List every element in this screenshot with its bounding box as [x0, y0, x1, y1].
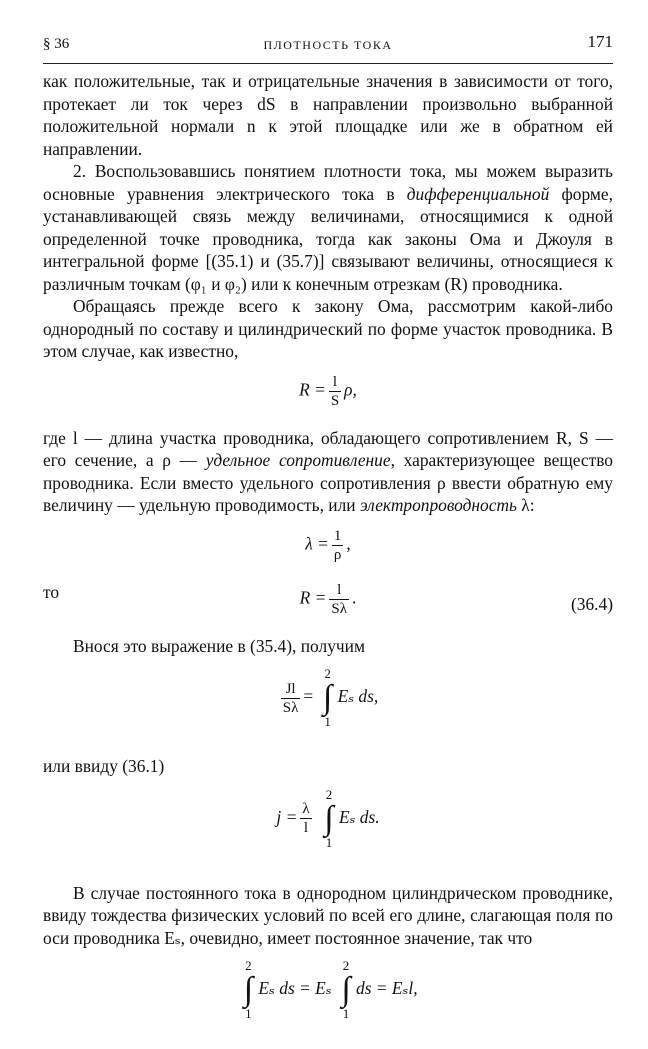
paragraph-3: Обращаясь прежде всего к закону Ома, рассмотрим какой-либо однородный по составу и цилиндрический по форме участок проводника. В этом случае, как известно, — [43, 296, 613, 361]
header-rule — [43, 63, 613, 64]
paragraph-2: 2. Воспользовавшись понятием плотности тока, мы можем выразить основные уравнения электрического тока в дифференциальной форме, устанавливающей связь между величинами, относящимися к одной определенной точке проводника, тогда как законы Ома и Джоуля в интегральной форме [(35.1) и (35.7)] связывают величины, относящиеся к различным точкам (φ₁ и φ₂) или к конечным отрезкам (R) проводника. — [43, 161, 613, 294]
equation-integral-1: $\frac{Jl}{S\lambda}$ = 2 ∫ 1 Eₛ ds, — [282, 666, 379, 729]
section-number: § 36 — [43, 36, 70, 52]
equation-integral-2: j = $\frac{\lambda}{l}$ 2 ∫ 1 Eₛ ds. — [276, 786, 380, 850]
paragraph-4: где l — длина участка проводника, обладающего сопротивлением R, S — его сечение, а ρ — удельное сопротивление, характеризующее вещество проводника. Если вместо удельного сопротивления ρ ввести обратную ему величину — удельную проводимость, или электропроводность λ: — [43, 427, 613, 515]
running-title: ПЛОТНОСТЬ ТОКА — [263, 38, 393, 52]
equation-number: (36.4) — [570, 593, 613, 614]
paragraph-5: Внося это выражение в (35.4), получим — [73, 635, 365, 656]
equation-resistance: R = $\frac{l}{S}$ ρ, — [299, 373, 357, 409]
integral-sign: 2 ∫ 1 — [324, 786, 334, 850]
paragraph-1: как положительные, так и отрицательные значения в зависимости от того, протекает ли ток через dS в направлении произвольно выбранной положительной нормали n к этой площадке или же в обратном ей направлении. — [43, 71, 613, 159]
paragraph-7: В случае постоянного тока в однородном цилиндрическом проводнике, ввиду тождества физических условий по всей его длине, слагающая поля по оси проводника Eₛ, очевидно, имеет постоянное значение, так что — [43, 882, 613, 948]
page-number: 171 — [587, 32, 613, 51]
paragraph-6: или ввиду (36.1) — [43, 756, 165, 776]
page-body — [43, 70, 613, 1049]
integral-sign: 2 ∫ 1 — [322, 666, 333, 729]
emphasis-differential: дифференциальной — [406, 183, 550, 204]
word-to: то — [43, 581, 60, 602]
equation-conductivity: λ = $\frac{1}{\rho}$ , — [305, 527, 351, 563]
equation-36-4: то R = $\frac{l}{S\lambda}$ . (36.4) — [43, 581, 613, 617]
emphasis-resistivity: удельное сопротивление — [205, 450, 391, 470]
integral-sign: 2 ∫ 1 — [341, 958, 351, 1021]
page-header — [43, 30, 613, 54]
emphasis-conductivity: электропроводность — [359, 495, 517, 515]
equation-integral-3: 2 ∫ 1 Eₛ ds = Eₛ 2 ∫ 1 ds = Eₛl, — [43, 959, 613, 1039]
integral-sign: 2 ∫ 1 — [243, 958, 254, 1021]
